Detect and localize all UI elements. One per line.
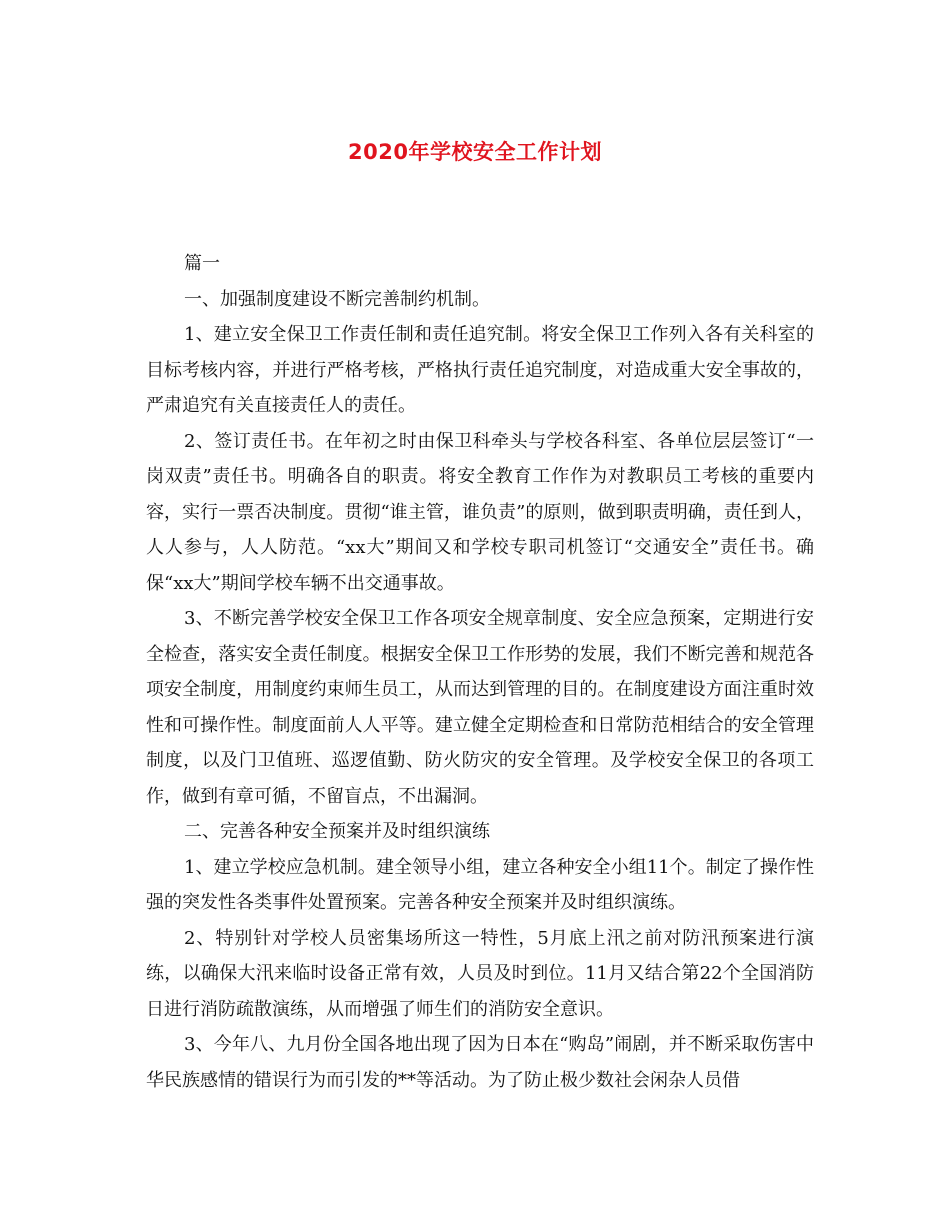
heading-paragraph: 二、完善各种安全预案并及时组织演练 [184,821,490,842]
body-paragraph: 2、签订责任书。在年初之时由保卫科牵头与学校各科室、各单位层层签订“一岗双责”责任书。明确各自的职责。将安全教育工作作为对教职员工考核的重要内容，实行一票否决制度。贯彻“谁主管，谁负责”的原则，做到职责明确，责任到人，人人参与，人人防范。“xx大”期间又和学校专职司机签订“交通安全”责任书。确保“xx大”期间学校车辆不出交通事故。 [146,430,814,594]
body-paragraph: 2、特别针对学校人员密集场所这一特性，5月底上汛之前对防汛预案进行演练，以确保大汛来临时设备正常有效，人员及时到位。11月又结合第22个全国消防日进行消防疏散演练，从而增强了师生们的消防安全意识。 [146,927,814,1020]
document-body [146,246,814,1098]
body-paragraph: 3、今年八、九月份全国各地出现了因为日本在“购岛”闹剧，并不断采取伤害中华民族感情的错误行为而引发的**等活动。为了防止极少数社会闲杂人员借 [146,1034,814,1091]
section-label: 篇一 [184,253,220,274]
body-paragraph: 1、建立学校应急机制。建全领导小组，建立各种安全小组11个。制定了操作性强的突发性各类事件处置预案。完善各种安全预案并及时组织演练。 [146,856,814,913]
heading-paragraph: 一、加强制度建设不断完善制约机制。 [184,288,490,310]
body-paragraph: 1、建立安全保卫工作责任制和责任追究制。将安全保卫工作列入各有关科室的目标考核内容，并进行严格考核，严格执行责任追究制度，对造成重大安全事故的，严肃追究有关直接责任人的责任。 [146,324,814,416]
document-title: 2020年学校安全工作计划 [348,140,602,164]
body-paragraph: 3、不断完善学校安全保卫工作各项安全规章制度、安全应急预案，定期进行安全检查，落实安全责任制度。根据安全保卫工作形势的发展，我们不断完善和规范各项安全制度，用制度约束师生员工，从而达到管理的目的。在制度建设方面注重时效性和可操作性。制度面前人人平等。建立健全定期检查和日常防范相结合的安全管理制度，以及门卫值班、巡逻值勤、防火防灾的安全管理。及学校安全保卫的各项工作，做到有章可循，不留盲点，不出漏洞。 [146,608,814,807]
